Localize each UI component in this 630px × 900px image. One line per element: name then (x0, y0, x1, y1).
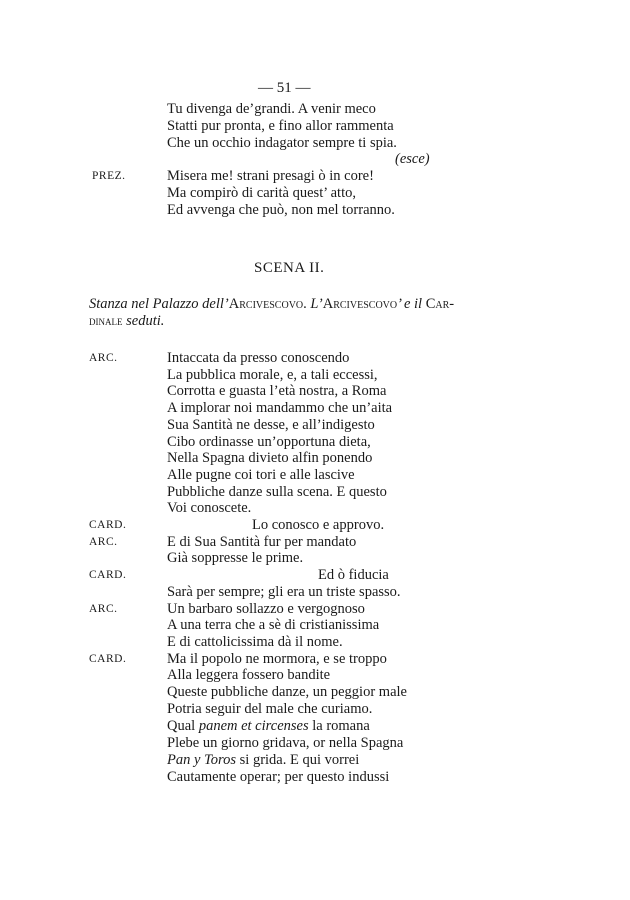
verse-line: Nella Spagna divieto alfin ponendo (167, 450, 373, 466)
speaker-label: CARD. (89, 569, 127, 581)
verse-line: Potria seguir del male che curiamo. (167, 701, 373, 717)
verse-line: Tu divenga de’grandi. A venir meco (167, 101, 376, 117)
verse-line: Corrotta e guasta l’età nostra, a Roma (167, 383, 387, 399)
verse-line: Misera me! strani presagi ò in core! (167, 168, 374, 184)
speaker-label: ARC. (89, 352, 118, 364)
verse-line: Un barbaro sollazzo e vergognoso (167, 601, 365, 617)
verse-line: Sarà per sempre; gli era un triste spasso. (167, 584, 401, 600)
verse-line: Intaccata da presso conoscendo (167, 350, 350, 366)
speaker-label: ARC. (89, 536, 118, 548)
verse-line: E di Sua Santità fur per mandato (167, 534, 357, 550)
verse-line: E di cattolicissima dà il nome. (167, 634, 343, 650)
scene-title: SCENA II. (254, 260, 325, 276)
verse-line: Plebe un giorno gridava, or nella Spagna (167, 735, 404, 751)
verse-line: Alle pugne coi tori e alle lascive (167, 467, 355, 483)
verse-line: Lo conosco e approvo. (252, 517, 385, 533)
verse-line: Alla leggera fossero bandite (167, 667, 331, 683)
verse-line: Pubbliche danze sulla scena. E questo (167, 484, 387, 500)
verse-line: Ma il popolo ne mormora, e se troppo (167, 651, 387, 667)
verse-line: Ed ò fiducia (318, 567, 389, 583)
speaker-label: ARC. (89, 603, 118, 615)
verse-line: Che un occhio indagator sempre ti spia. (167, 135, 397, 151)
verse-line: A una terra che a sè di cristianissima (167, 617, 380, 633)
scene-setting-cont: dinale seduti. (89, 313, 165, 329)
stage-direction: (esce) (395, 151, 430, 167)
verse-line: Ed avvenga che può, non mel torranno. (167, 202, 395, 218)
verse-line: Pan y Toros si grida. E qui vorrei (167, 752, 360, 768)
verse-line: Già soppresse le prime. (167, 550, 304, 566)
verse-line: Queste pubbliche danze, un peggior male (167, 684, 407, 700)
verse-line: Cibo ordinasse un’opportuna dieta, (167, 434, 371, 450)
verse-line: A implorar noi mandammo che un’aita (167, 400, 393, 416)
speaker-label: CARD. (89, 519, 127, 531)
verse-line: Sua Santità ne desse, e all’indigesto (167, 417, 375, 433)
speaker-label: CARD. (89, 653, 127, 665)
page-number: — 51 — (258, 80, 311, 96)
scene-setting: Stanza nel Palazzo dell’Arcivescovo. L’Arcivescovo’ e il Car- (89, 296, 455, 312)
verse-line: Qual panem et circenses la romana (167, 718, 370, 734)
verse-line: Ma compirò di carità quest’ atto, (167, 185, 356, 201)
verse-line: Cautamente operar; per questo indussi (167, 769, 390, 785)
verse-line: La pubblica morale, e, a tali eccessi, (167, 367, 378, 383)
speaker-label: PREZ. (92, 170, 126, 182)
verse-line: Voi conoscete. (167, 500, 252, 516)
verse-line: Statti pur pronta, e fino allor rammenta (167, 118, 394, 134)
